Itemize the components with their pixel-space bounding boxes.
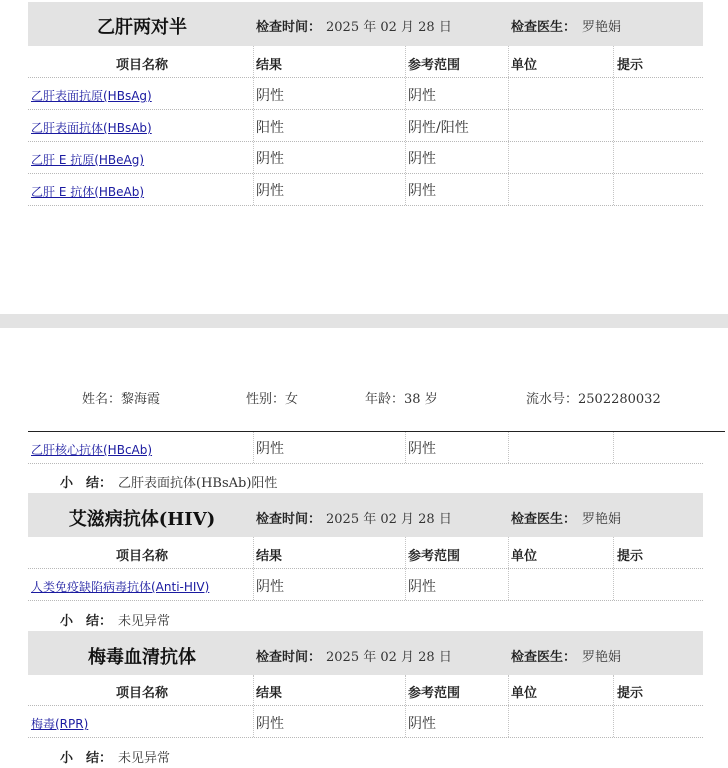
exam-doctor-label: 检查医生： [511, 512, 577, 527]
exam-doctor-label: 检查医生： [511, 20, 577, 35]
col-header-item: 项目名称 [115, 686, 168, 701]
grid-line [405, 537, 406, 600]
grid-line [253, 675, 254, 737]
summary-text: 未见异常 [118, 751, 171, 766]
exam-time-value: 2025 年 02 月 28 日 [326, 20, 452, 35]
col-header-range: 参考范围 [408, 549, 461, 564]
col-header-unit: 单位 [511, 686, 538, 701]
summary-text: 未见异常 [118, 614, 171, 629]
grid-line [28, 141, 703, 142]
test-item-link[interactable]: 乙肝 E 抗原(HBeAg) [31, 153, 145, 167]
grid-line [508, 78, 509, 205]
result-value: 阴性 [256, 151, 284, 167]
range-value: 阴性 [408, 441, 436, 457]
result-value: 阴性 [256, 183, 284, 199]
col-header-unit: 单位 [511, 549, 538, 564]
grid-line [508, 46, 509, 77]
patient-age-value: 38 岁 [404, 392, 438, 407]
grid-line [28, 77, 703, 78]
exam-time-label: 检查时间： [256, 650, 322, 665]
col-header-result: 结果 [256, 686, 283, 701]
range-value: 阴性 [408, 579, 436, 595]
col-header-unit: 单位 [511, 58, 538, 73]
col-header-hint: 提示 [617, 686, 644, 701]
range-value: 阴性 [408, 151, 436, 167]
patient-name-label: 姓名： [82, 392, 122, 407]
range-value: 阴性 [408, 716, 436, 732]
header-divider [28, 431, 725, 432]
grid-line [253, 432, 254, 463]
serial-number [526, 388, 661, 407]
result-value: 阴性 [256, 716, 284, 732]
patient-age-label: 年龄： [365, 392, 405, 407]
grid-line [28, 600, 703, 601]
grid-line [253, 537, 254, 600]
range-value: 阴性 [408, 183, 436, 199]
summary-label: 小 结： [60, 751, 113, 766]
grid-line [28, 705, 703, 706]
test-item-link[interactable]: 乙肝表面抗原(HBsAg) [31, 89, 152, 103]
section-title: 乙肝两对半 [97, 17, 187, 38]
grid-line [613, 46, 614, 77]
grid-line [253, 78, 254, 205]
range-value: 阴性/阳性 [408, 120, 469, 136]
page-break [0, 314, 728, 328]
patient-name-value: 黎海霞 [121, 392, 161, 407]
patient-sex [246, 388, 298, 407]
exam-doctor-value: 罗艳娟 [582, 20, 622, 35]
col-header-result: 结果 [256, 58, 283, 73]
col-header-item: 项目名称 [115, 549, 168, 564]
grid-line [508, 432, 509, 463]
result-value: 阴性 [256, 579, 284, 595]
col-header-hint: 提示 [617, 549, 644, 564]
grid-line [405, 78, 406, 205]
exam-doctor-label: 检查医生： [511, 650, 577, 665]
grid-line [613, 675, 614, 737]
grid-line [405, 46, 406, 77]
grid-line [405, 432, 406, 463]
col-header-range: 参考范围 [408, 58, 461, 73]
summary-text: 乙肝表面抗体(HBsAb)阳性 [118, 476, 278, 491]
summary-label: 小 结： [60, 614, 113, 629]
exam-doctor-value: 罗艳娟 [582, 650, 622, 665]
patient-name [82, 388, 160, 407]
serial-number-value: 2502280032 [578, 392, 661, 407]
col-header-item: 项目名称 [115, 58, 168, 73]
section-title: 艾滋病抗体(HIV) [68, 509, 216, 530]
exam-time-label: 检查时间： [256, 512, 322, 527]
serial-number-label: 流水号： [526, 392, 579, 407]
grid-line [28, 109, 703, 110]
result-value: 阴性 [256, 441, 284, 457]
grid-line [508, 537, 509, 600]
grid-line [28, 568, 703, 569]
col-header-result: 结果 [256, 549, 283, 564]
grid-line [405, 675, 406, 737]
result-value: 阴性 [256, 88, 284, 104]
summary-label: 小 结： [60, 476, 113, 491]
test-item-link[interactable]: 乙肝表面抗体(HBsAb) [31, 121, 152, 135]
range-value: 阴性 [408, 88, 436, 104]
test-item-link[interactable]: 人类免疫缺陷病毒抗体(Anti-HIV) [31, 580, 210, 594]
exam-time-value: 2025 年 02 月 28 日 [326, 650, 452, 665]
grid-line [613, 537, 614, 600]
grid-line [28, 173, 703, 174]
patient-sex-value: 女 [285, 392, 299, 407]
col-header-range: 参考范围 [408, 686, 461, 701]
test-item-link[interactable]: 梅毒(RPR) [31, 717, 89, 731]
exam-time-label: 检查时间： [256, 20, 322, 35]
grid-line [253, 46, 254, 77]
test-item-link[interactable]: 乙肝 E 抗体(HBeAb) [31, 185, 145, 199]
grid-line [28, 205, 703, 206]
result-value: 阳性 [256, 120, 284, 136]
section-title: 梅毒血清抗体 [88, 647, 196, 668]
test-item-link[interactable]: 乙肝核心抗体(HBcAb) [31, 443, 153, 457]
grid-line [613, 432, 614, 463]
patient-age [365, 388, 438, 407]
grid-line [28, 737, 703, 738]
grid-line [613, 78, 614, 205]
patient-sex-label: 性别： [246, 392, 286, 407]
exam-doctor-value: 罗艳娟 [582, 512, 622, 527]
grid-line [508, 675, 509, 737]
grid-line [28, 463, 703, 464]
col-header-hint: 提示 [617, 58, 644, 73]
exam-time-value: 2025 年 02 月 28 日 [326, 512, 452, 527]
